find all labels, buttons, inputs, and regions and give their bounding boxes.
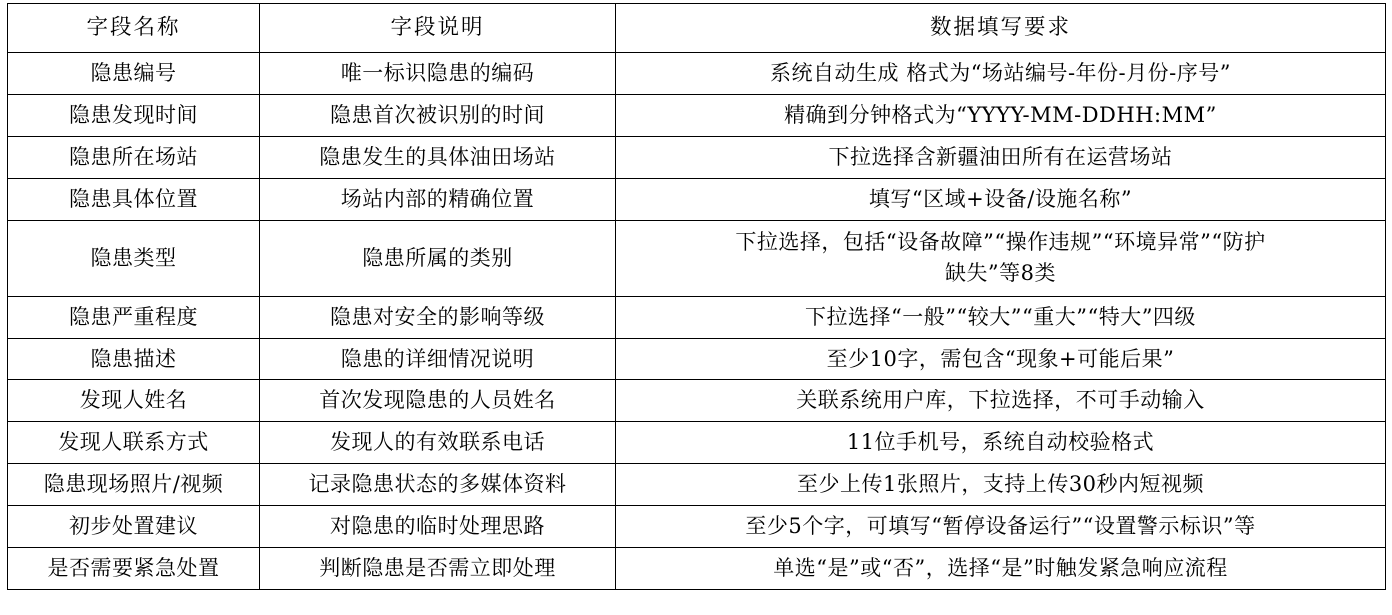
table-row bbox=[8, 338, 1386, 380]
field-name: 隐患所在场站 bbox=[8, 136, 260, 178]
field-desc: 隐患发生的具体油田场站 bbox=[260, 136, 616, 178]
field-requirement: 11位手机号，系统自动校验格式 bbox=[616, 422, 1386, 464]
field-desc: 首次发现隐患的人员姓名 bbox=[260, 380, 616, 422]
field-requirement-line-2: 缺失”等8类 bbox=[944, 261, 1057, 286]
field-requirement bbox=[616, 220, 1386, 296]
table-row bbox=[8, 422, 1386, 464]
column-header-data-requirement: 数据填写要求 bbox=[616, 4, 1386, 53]
field-name: 初步处置建议 bbox=[8, 506, 260, 548]
table-row bbox=[8, 178, 1386, 220]
field-name: 隐患编号 bbox=[8, 52, 260, 94]
field-requirement: 单选“是”或“否”，选择“是”时触发紧急响应流程 bbox=[616, 548, 1386, 590]
field-desc: 隐患首次被识别的时间 bbox=[260, 94, 616, 136]
field-name: 隐患类型 bbox=[8, 220, 260, 296]
field-desc: 场站内部的精确位置 bbox=[260, 178, 616, 220]
field-requirement: 填写“区域+设备/设施名称” bbox=[616, 178, 1386, 220]
field-name: 发现人姓名 bbox=[8, 380, 260, 422]
field-name: 是否需要紧急处置 bbox=[8, 548, 260, 590]
field-requirement: 系统自动生成 格式为“场站编号-年份-月份-序号” bbox=[616, 52, 1386, 94]
field-requirement: 至少5个字，可填写“暂停设备运行”“设置警示标识”等 bbox=[616, 506, 1386, 548]
field-desc: 隐患对安全的影响等级 bbox=[260, 296, 616, 338]
table-header bbox=[8, 4, 1386, 53]
field-name: 隐患严重程度 bbox=[8, 296, 260, 338]
field-requirement: 至少上传1张照片，支持上传30秒内短视频 bbox=[616, 464, 1386, 506]
field-name: 隐患具体位置 bbox=[8, 178, 260, 220]
table-row bbox=[8, 220, 1386, 296]
field-requirement: 精确到分钟格式为“YYYY-MM-DDHH:MM” bbox=[616, 94, 1386, 136]
field-desc: 对隐患的临时处理思路 bbox=[260, 506, 616, 548]
field-requirement: 关联系统用户库，下拉选择，不可手动输入 bbox=[616, 380, 1386, 422]
field-requirement-line-1: 下拉选择，包括“设备故障”“操作违规”“环境异常”“防护 bbox=[735, 229, 1266, 254]
field-desc: 唯一标识隐患的编码 bbox=[260, 52, 616, 94]
field-desc: 记录隐患状态的多媒体资料 bbox=[260, 464, 616, 506]
field-name: 隐患发现时间 bbox=[8, 94, 260, 136]
field-name: 隐患现场照片/视频 bbox=[8, 464, 260, 506]
field-desc: 判断隐患是否需立即处理 bbox=[260, 548, 616, 590]
table-row bbox=[8, 380, 1386, 422]
field-desc: 发现人的有效联系电话 bbox=[260, 422, 616, 464]
table-row bbox=[8, 464, 1386, 506]
column-header-field-desc: 字段说明 bbox=[260, 4, 616, 53]
table-row bbox=[8, 506, 1386, 548]
table-row bbox=[8, 94, 1386, 136]
table-row bbox=[8, 548, 1386, 590]
table-row bbox=[8, 136, 1386, 178]
field-requirement: 至少10字，需包含“现象+可能后果” bbox=[616, 338, 1386, 380]
table-header-row bbox=[8, 4, 1386, 53]
field-name: 发现人联系方式 bbox=[8, 422, 260, 464]
field-spec-table bbox=[7, 3, 1386, 590]
table-row bbox=[8, 52, 1386, 94]
field-desc: 隐患所属的类别 bbox=[260, 220, 616, 296]
field-requirement: 下拉选择“一般”“较大”“重大”“特大”四级 bbox=[616, 296, 1386, 338]
field-name: 隐患描述 bbox=[8, 338, 260, 380]
document-page bbox=[0, 3, 1392, 615]
field-requirement: 下拉选择含新疆油田所有在运营场站 bbox=[616, 136, 1386, 178]
field-desc: 隐患的详细情况说明 bbox=[260, 338, 616, 380]
table-row bbox=[8, 296, 1386, 338]
column-header-field-name: 字段名称 bbox=[8, 4, 260, 53]
table-body bbox=[8, 52, 1386, 590]
